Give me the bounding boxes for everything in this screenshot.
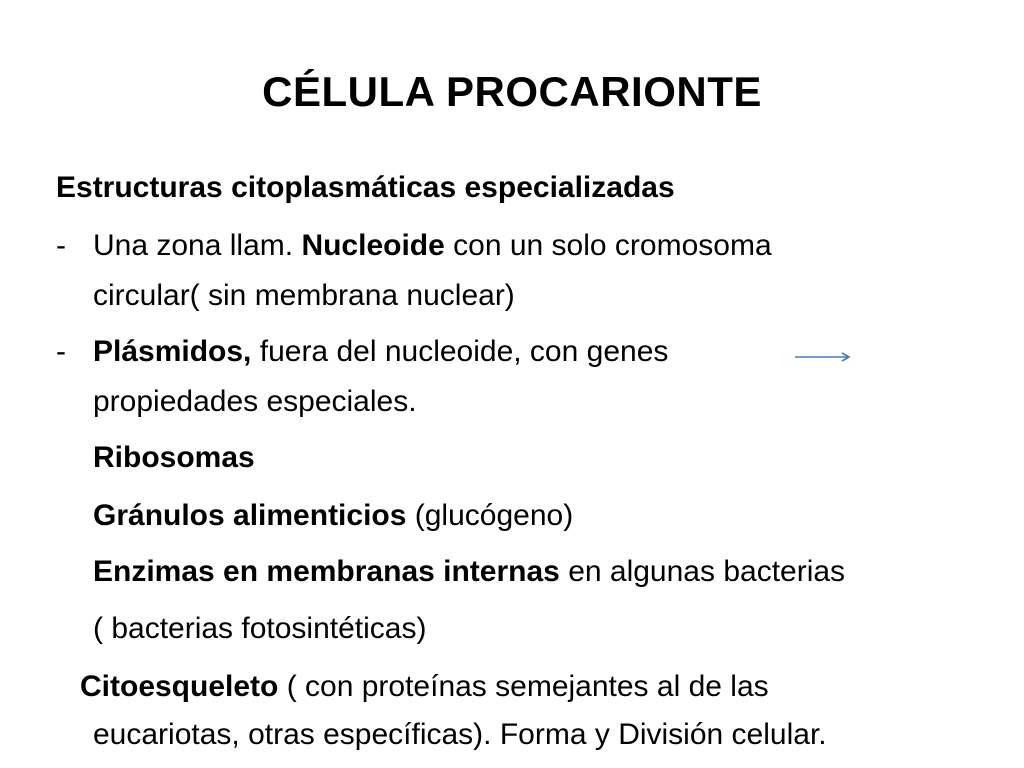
bullet-2-line-1 [93,335,668,369]
arrow-icon [794,350,854,364]
bullet-1-line-2: circular( sin membrana nuclear) [93,279,515,312]
citoesqueleto-line-2: eucariotas, otras específicas). Forma y División celular. [93,718,827,751]
citoesqueleto-term: Citoesqueleto [80,670,279,703]
bullet-marker-2: - [56,335,66,368]
enzimas-post: en algunas bacterias [559,555,846,588]
citoesqueleto-post: ( con proteínas semejantes al de las [278,670,769,703]
granulos-post: (glucógeno) [406,499,574,532]
bullet-1-post: con un solo cromosoma [444,229,772,262]
ribosomas-item: Ribosomas [93,441,255,474]
bullet-2-post: fuera del nucleoide, con genes [251,335,669,368]
enzimas-term: Enzimas en membranas internas [93,555,560,588]
enzimas-line-2: ( bacterias fotosintéticas) [93,612,427,645]
section-heading: Estructuras citoplasmáticas especializadas [56,171,675,204]
bullet-1-line-1 [93,229,772,263]
nucleoide-term: Nucleoide [301,229,445,262]
enzimas-item [93,555,845,589]
granulos-item [93,499,573,533]
bullet-marker-1: - [56,229,66,262]
granulos-term: Gránulos alimenticios [93,499,407,532]
citoesqueleto-item [80,670,769,704]
plasmidos-term: Plásmidos, [93,335,252,368]
slide-title: CÉLULA PROCARIONTE [262,68,762,115]
bullet-2-line-2: propiedades especiales. [93,385,417,418]
bullet-1-pre: Una zona llam. [93,229,302,262]
